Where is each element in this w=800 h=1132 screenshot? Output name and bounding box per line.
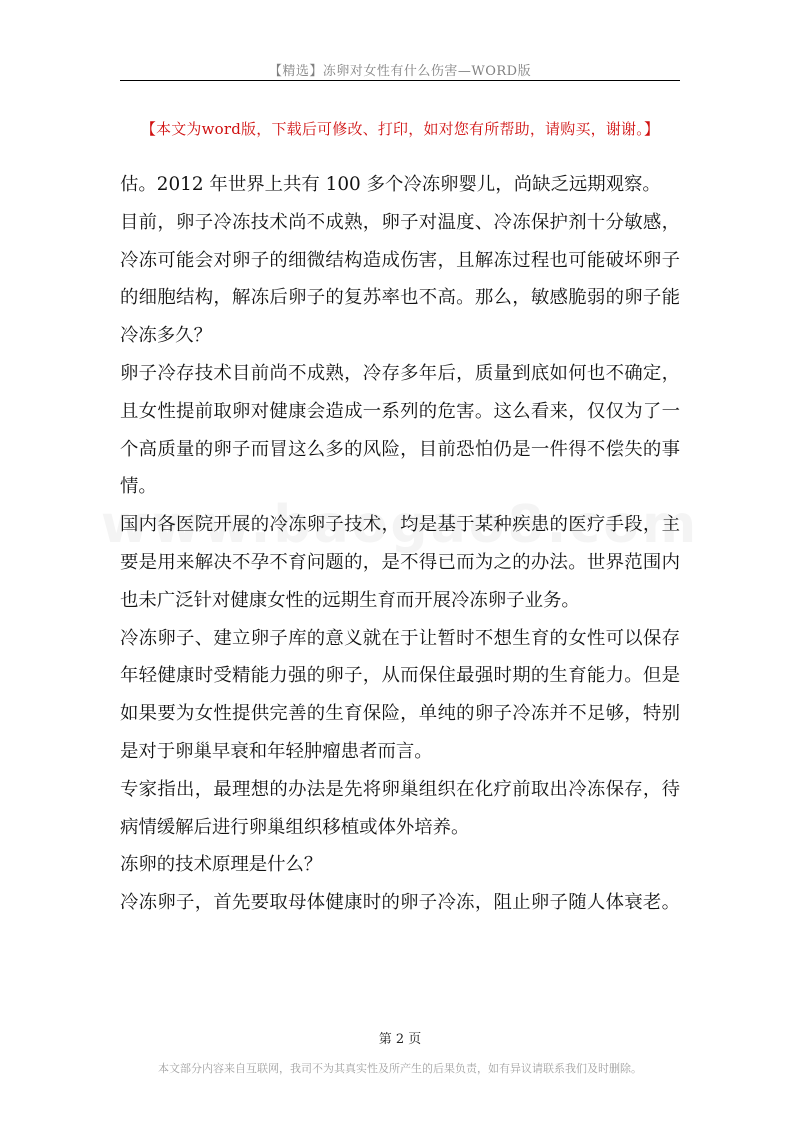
header-divider bbox=[120, 80, 680, 81]
running-header: 【精选】冻卵对女性有什么伤害—WORD版 bbox=[268, 64, 532, 79]
footer-disclaimer: 本文部分内容来自互联网，我司不为其真实性及所产生的后果负责，如有异议请联系我们及时删除。 bbox=[158, 1062, 642, 1075]
text-line: 且女性提前取卵对健康会造成一系列的危害。这么看来，仅仅为了一 bbox=[120, 400, 680, 422]
text-line: 也未广泛针对健康女性的远期生育而开展冷冻卵子业务。 bbox=[120, 589, 580, 611]
text-line: 要是用来解决不孕不育问题的，是不得已而为之的办法。世界范围内 bbox=[120, 551, 680, 573]
text-line: 个高质量的卵子而冒这么多的风险，目前恐怕仍是一件得不偿失的事 bbox=[120, 438, 680, 460]
text-line: 冷冻卵子、建立卵子库的意义就在于让暂时不想生育的女性可以保存 bbox=[120, 627, 680, 649]
text-line: 是对于卵巢早衰和年轻肿瘤患者而言。 bbox=[120, 740, 433, 762]
text-line: 如果要为女性提供完善的生育保险，单纯的卵子冷冻并不足够，特别 bbox=[120, 703, 680, 725]
text-line: 病情缓解后进行卵巢组织移植或体外培养。 bbox=[120, 816, 470, 838]
body-text bbox=[120, 166, 680, 922]
text-line: 冷冻多久？ bbox=[120, 325, 212, 347]
purchase-notice: 【本文为word版，下载后可修改、打印，如对您有所帮助，请购买，谢谢。】 bbox=[140, 120, 660, 138]
text-line: 情。 bbox=[120, 476, 157, 498]
text-line: 冷冻卵子，首先要取母体健康时的卵子冷冻，阻止卵子随人体衰老。 bbox=[120, 892, 680, 914]
text-line: 年轻健康时受精能力强的卵子，从而保住最强时期的生育能力。但是 bbox=[120, 665, 680, 687]
text-line: 估。2012 年世界上共有 100 多个冷冻卵婴儿，尚缺乏远期观察。 bbox=[120, 174, 661, 195]
page-number: 第 2 页 bbox=[378, 1032, 422, 1047]
text-line: 国内各医院开展的冷冻卵子技术，均是基于某种疾患的医疗手段，主 bbox=[120, 514, 680, 536]
text-line: 冷冻可能会对卵子的细微结构造成伤害，且解冻过程也可能破坏卵子 bbox=[120, 249, 680, 271]
text-line: 卵子冷存技术目前尚不成熟，冷存多年后，质量到底如何也不确定， bbox=[120, 362, 680, 384]
text-line: 的细胞结构，解冻后卵子的复苏率也不高。那么，敏感脆弱的卵子能 bbox=[120, 287, 680, 309]
text-line: 目前，卵子冷冻技术尚不成熟，卵子对温度、冷冻保护剂十分敏感， bbox=[120, 211, 680, 233]
text-line: 冻卵的技术原理是什么？ bbox=[120, 854, 323, 876]
text-line: 专家指出，最理想的办法是先将卵巢组织在化疗前取出冷冻保存，待 bbox=[120, 778, 680, 800]
